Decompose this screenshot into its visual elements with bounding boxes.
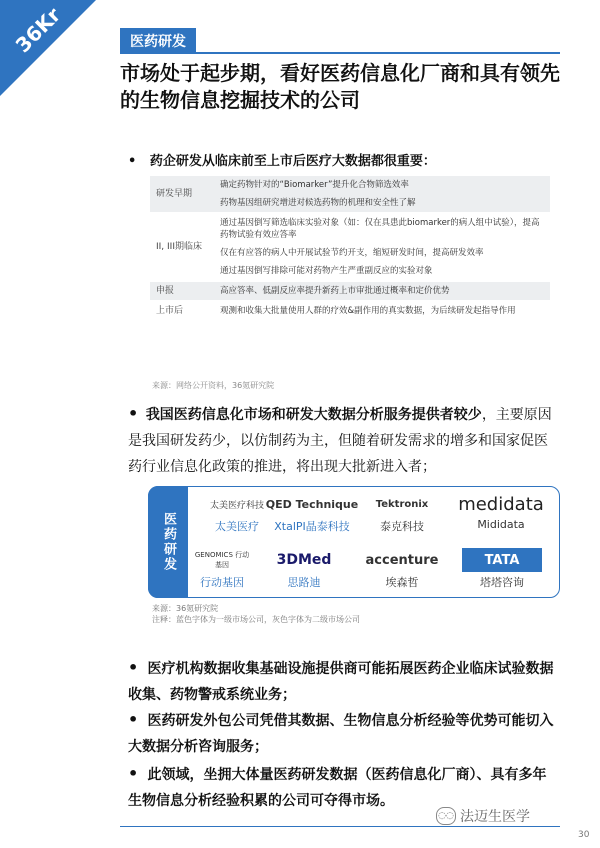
company-logo	[264, 548, 344, 590]
logos-panel-label: 医药研发	[148, 486, 188, 598]
detail-cell: 药物基因组研究增进对候选药物的机理和安全性了解	[214, 194, 550, 213]
logo-mark: 太美医疗科技	[209, 500, 264, 511]
bullet-marker: •	[128, 764, 139, 783]
company-logo	[462, 548, 542, 590]
logo-mark: GENOMICS 行动基因	[194, 551, 250, 569]
logo-mark: accenture	[365, 552, 439, 568]
bullet-intro: • 药企研发从临床前至上市后医疗大数据都很重要：	[128, 154, 436, 169]
market-paragraph-rest: ，主要原因是我国研发药少，以仿制药为主，但随着研发需求的增多和国家促医药行业信息化政策的推进，将出现大批新进入者；	[128, 407, 552, 475]
section-divider	[120, 52, 560, 54]
company-name: 太美医疗	[215, 520, 259, 533]
logo-mark: QED Technique	[265, 497, 359, 511]
market-paragraph-bold: 我国医药信息化市场和研发大数据分析服务提供者较少	[145, 407, 482, 423]
market-paragraph	[128, 402, 558, 480]
stage-cell: 上市后	[150, 301, 214, 320]
bullet-marker: •	[128, 658, 139, 677]
company-name: 埃森哲	[385, 576, 419, 589]
company-name: 塔塔咨询	[480, 576, 524, 589]
company-name: Mididata	[477, 518, 525, 531]
table-source: 来源：网络公开资料，36氪研究院	[152, 381, 275, 390]
detail-cell: 观测和收集大批量使用人群的疗效&副作用的真实数据，为后续研发起指导作用	[214, 301, 550, 320]
table-row	[150, 281, 550, 301]
detail-cell: 通过基因倒写排除可能对药物产生严重副反应的实验对象	[220, 266, 433, 276]
bullet-outsourcing	[128, 708, 558, 760]
bullet-intro-text: 药企研发从临床前至上市后医疗大数据都很重要：	[149, 154, 436, 169]
detail-cell: 高应答率、低副反应率提升新药上市审批通过概率和定价优势	[214, 281, 550, 301]
research-stage-table	[150, 176, 550, 320]
company-name: 泰克科技	[380, 520, 424, 533]
stage-cell: II, III期临床	[150, 213, 214, 281]
watermark-text: 法迈生医学	[460, 809, 530, 825]
bullet-marker: •	[128, 404, 139, 423]
logo-mark: TATA	[462, 548, 542, 572]
bullet-infrastructure	[128, 656, 558, 708]
detail-cell: 仅在有应答的病人中开展试验节约开支，缩短研发时间，提高研发效率	[220, 248, 484, 258]
table-row	[150, 213, 550, 244]
detail-cell: 通过基因倒写筛选临床实验对象（如：仅在具患此biomarker的病人组中试验），提高药物试验有效应答率	[214, 213, 550, 244]
brand-logo: 36Kr	[10, 2, 66, 58]
logos-source-line: 来源：36氪研究院	[152, 604, 219, 613]
company-logo	[448, 492, 554, 531]
company-logo	[262, 492, 362, 534]
company-logo	[362, 548, 442, 590]
logos-source	[152, 603, 360, 625]
company-name: XtalPI晶泰科技	[274, 520, 350, 533]
table-row	[150, 301, 550, 320]
stage-cell: 申报	[150, 281, 214, 301]
section-tag: 医药研发	[120, 28, 196, 54]
company-logo	[192, 548, 252, 590]
stage-cell: 研发早期	[150, 176, 214, 213]
wechat-icon: ◌◌	[436, 807, 456, 825]
logo-mark: Tektronix	[375, 498, 429, 510]
page-number: 30	[578, 830, 590, 840]
bullet-marker: •	[128, 710, 139, 729]
logo-mark: 3DMed	[276, 552, 332, 568]
watermark	[436, 806, 530, 826]
logo-mark: medidata	[458, 493, 544, 515]
company-name: 行动基因	[200, 576, 244, 589]
detail-cell: 确定药物针对的“Biomarker”提升化合物筛选效率	[214, 176, 550, 194]
bullet-outsourcing-text: 医药研发外包公司凭借其数据、生物信息分析经验等优势可能切入大数据分析咨询服务；	[128, 713, 554, 755]
table-row	[150, 176, 550, 194]
logos-note-line: 注释：蓝色字体为一级市场公司，灰色字体为二级市场公司	[152, 615, 360, 624]
bullet-infrastructure-text: 医疗机构数据收集基础设施提供商可能拓展医药企业临床试验数据收集、药物警戒系统业务；	[128, 661, 554, 703]
company-name: 思路迪	[287, 576, 321, 589]
bullet-conclusion-text: 此领域，坐拥大体量医药研发数据（医药信息化厂商）、具有多年生物信息分析经验积累的公司可夺得市场。	[128, 767, 547, 809]
page-title: 市场处于起步期，看好医药信息化厂商和具有领先的生物信息挖掘技术的公司	[120, 61, 560, 112]
footer-divider	[120, 826, 560, 827]
company-logo	[362, 492, 442, 534]
